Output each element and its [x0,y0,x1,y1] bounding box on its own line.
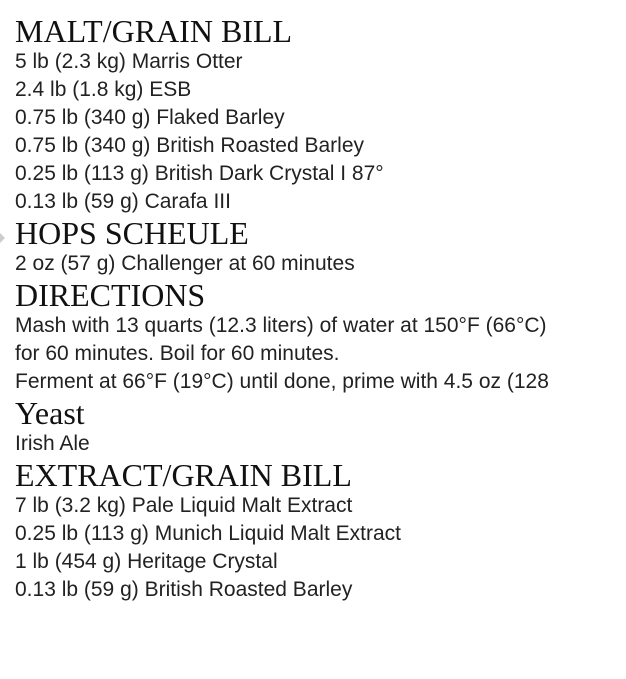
extract-item: 0.25 lb (113 g) Munich Liquid Malt Extract [15,522,401,545]
margin-marker-icon [0,233,5,243]
extract-item: 7 lb (3.2 kg) Pale Liquid Malt Extract [15,494,353,517]
malt-item: 0.75 lb (340 g) Flaked Barley [15,106,285,129]
yeast-item: Irish Ale [15,432,90,455]
directions-line: Ferment at 66°F (19°C) until done, prime with 4.5 oz (128 [15,370,549,393]
extract-grain-bill-heading: EXTRACT/GRAIN BILL [15,457,352,493]
hops-schedule-section [15,216,626,278]
extract-grain-bill-section [15,458,626,604]
extract-item: 1 lb (454 g) Heritage Crystal [15,550,278,573]
hops-item: 2 oz (57 g) Challenger at 60 minutes [15,252,355,275]
malt-item: 5 lb (2.3 kg) Marris Otter [15,50,243,73]
malt-grain-bill-section [15,14,626,216]
directions-section [15,278,626,396]
malt-item: 2.4 lb (1.8 kg) ESB [15,78,192,101]
recipe-document [15,14,626,604]
directions-line: for 60 minutes. Boil for 60 minutes. [15,342,340,365]
directions-heading: DIRECTIONS [15,277,206,313]
malt-item: 0.75 lb (340 g) British Roasted Barley [15,134,365,157]
yeast-section [15,396,626,458]
malt-item: 0.25 lb (113 g) British Dark Crystal I 87° [15,162,384,185]
malt-item: 0.13 lb (59 g) Carafa III [15,190,231,213]
extract-item: 0.13 lb (59 g) British Roasted Barley [15,578,353,601]
directions-line: Mash with 13 quarts (12.3 liters) of water at 150°F (66°C) [15,314,547,337]
hops-schedule-heading: HOPS SCHEULE [15,215,249,251]
malt-grain-bill-heading: MALT/GRAIN BILL [15,13,293,49]
yeast-heading: Yeast [15,395,85,431]
